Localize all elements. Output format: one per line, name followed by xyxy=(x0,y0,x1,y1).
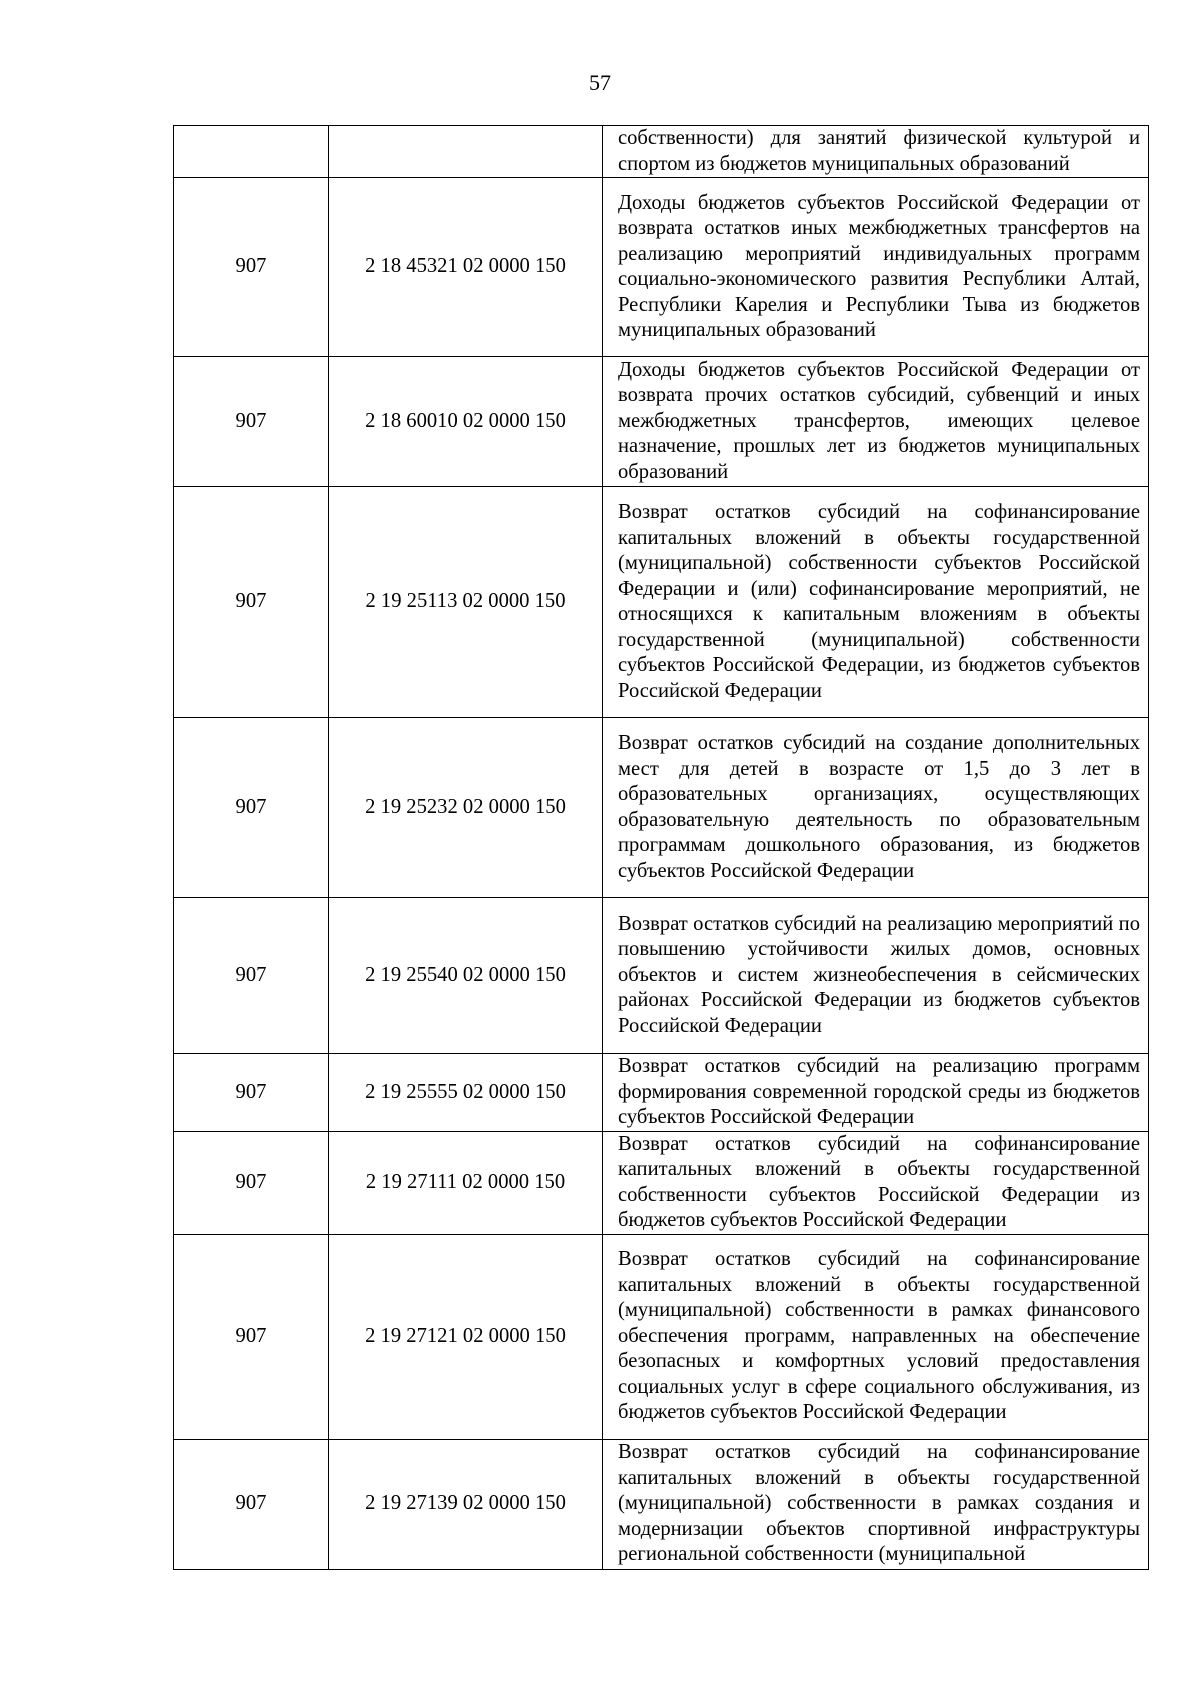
budget-classification-code-cell: 2 19 27121 02 0000 150 xyxy=(329,1234,603,1439)
table-row xyxy=(174,126,1149,178)
budget-classification-code-cell: 2 19 25232 02 0000 150 xyxy=(329,718,603,898)
admin-code-cell: 907 xyxy=(174,357,329,487)
table-row xyxy=(174,898,1149,1054)
revenue-description-cell: Возврат остатков субсидий на софинансирование капитальных вложений в объекты государственной (муниципальной) собственности в рамках финансового обеспечения программ, направленных на обеспечение безопасных и комфортных условий предоставления социальных услуг в сфере социального обслуживания, из бюджетов субъектов Российской Федерации xyxy=(603,1234,1149,1439)
revenue-description-cell: Возврат остатков субсидий на софинансирование капитальных вложений в объекты государственной собственности субъектов Российской Федерации из бюджетов субъектов Российской Федерации xyxy=(603,1131,1149,1234)
admin-code-cell: 907 xyxy=(174,1439,329,1569)
table-row xyxy=(174,1131,1149,1234)
budget-classification-code-cell: 2 19 25113 02 0000 150 xyxy=(329,487,603,718)
table-row xyxy=(174,487,1149,718)
admin-code-cell: 907 xyxy=(174,718,329,898)
budget-classification-code-cell: 2 19 25555 02 0000 150 xyxy=(329,1054,603,1132)
admin-code-cell: 907 xyxy=(174,898,329,1054)
admin-code-cell: 907 xyxy=(174,1131,329,1234)
admin-code-cell: 907 xyxy=(174,487,329,718)
budget-classification-code-cell: 2 18 45321 02 0000 150 xyxy=(329,178,603,357)
budget-classification-code-cell xyxy=(329,126,603,178)
table-row xyxy=(174,178,1149,357)
revenue-description-cell: Возврат остатков субсидий на софинансирование капитальных вложений в объекты государственной (муниципальной) собственности в рамках создания и модернизации объектов спортивной инфраструктуры региональной собственности (муниципальной xyxy=(603,1439,1149,1569)
revenue-description-cell: Возврат остатков субсидий на реализацию программ формирования современной городской среды из бюджетов субъектов Российской Федерации xyxy=(603,1054,1149,1132)
table-row xyxy=(174,718,1149,898)
budget-classification-code-cell: 2 19 27139 02 0000 150 xyxy=(329,1439,603,1569)
revenue-codes-table xyxy=(173,125,1149,1570)
table-row xyxy=(174,1054,1149,1132)
revenue-description-cell: Доходы бюджетов субъектов Российской Федерации от возврата прочих остатков субсидий, субвенций и иных межбюджетных трансфертов, имеющих целевое назначение, прошлых лет из бюджетов муниципальных образований xyxy=(603,357,1149,487)
table-row xyxy=(174,1234,1149,1439)
admin-code-cell: 907 xyxy=(174,1054,329,1132)
page-number: 57 xyxy=(589,70,611,95)
budget-classification-code-cell: 2 18 60010 02 0000 150 xyxy=(329,357,603,487)
budget-classification-code-cell: 2 19 27111 02 0000 150 xyxy=(329,1131,603,1234)
revenue-description-cell: Возврат остатков субсидий на создание дополнительных мест для детей в возрасте от 1,5 до 3 лет в образовательных организациях, осуществляющих образовательную деятельность по образовательным программам дошкольного образования, из бюджетов субъектов Российской Федерации xyxy=(603,718,1149,898)
admin-code-cell: 907 xyxy=(174,178,329,357)
revenue-description-cell: собственности) для занятий физической культурой и спортом из бюджетов муниципальных образований xyxy=(603,126,1149,178)
revenue-description-cell: Возврат остатков субсидий на реализацию мероприятий по повышению устойчивости жилых домов, основных объектов и систем жизнеобеспечения в сейсмических районах Российской Федерации из бюджетов субъектов Российской Федерации xyxy=(603,898,1149,1054)
admin-code-cell xyxy=(174,126,329,178)
table-row xyxy=(174,357,1149,487)
budget-classification-code-cell: 2 19 25540 02 0000 150 xyxy=(329,898,603,1054)
table-row xyxy=(174,1439,1149,1569)
revenue-description-cell: Возврат остатков субсидий на софинансирование капитальных вложений в объекты государственной (муниципальной) собственности субъектов Российской Федерации и (или) софинансирование мероприятий, не относящихся к капитальным вложениям в объекты государственной (муниципальной) собственности субъектов Российской Федерации, из бюджетов субъектов Российской Федерации xyxy=(603,487,1149,718)
revenue-description-cell: Доходы бюджетов субъектов Российской Федерации от возврата остатков иных межбюджетных трансфертов на реализацию мероприятий индивидуальных программ социально-экономического развития Республики Алтай, Республики Карелия и Республики Тыва из бюджетов муниципальных образований xyxy=(603,178,1149,357)
admin-code-cell: 907 xyxy=(174,1234,329,1439)
